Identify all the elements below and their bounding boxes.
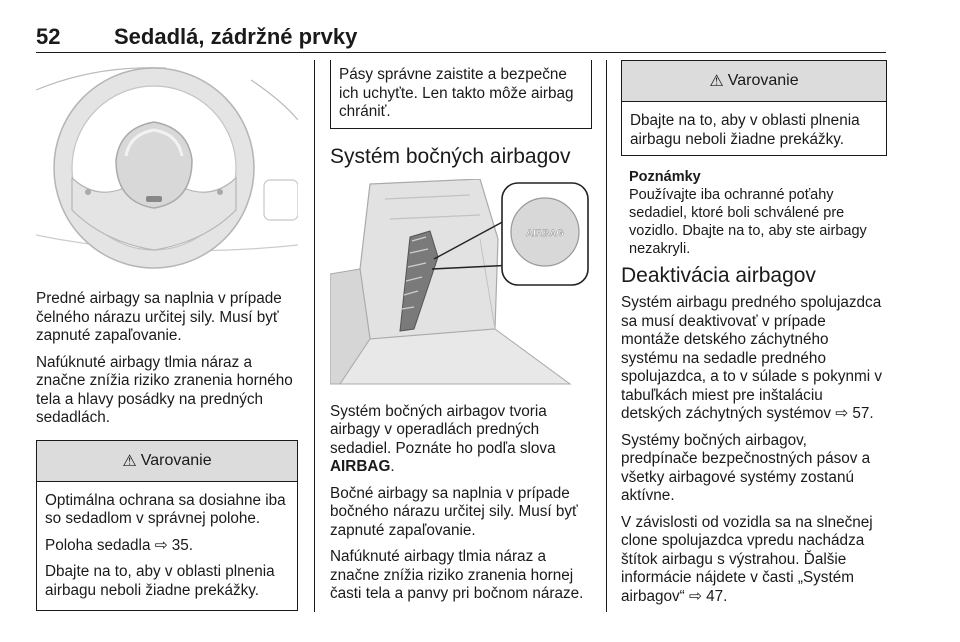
page-header (36, 22, 886, 53)
paragraph (621, 514, 887, 607)
warning-text: Dbajte na to, aby v oblasti plnenia airbagu neboli žiadne prekážky. (45, 563, 275, 599)
steering-wheel-illustration (36, 60, 298, 278)
page-number: 52 (36, 24, 61, 49)
warning-box (36, 440, 298, 612)
warning-text (45, 537, 289, 556)
seat-airbag-icon (330, 179, 592, 389)
paragraph (330, 403, 592, 477)
column-3 (621, 60, 887, 614)
paragraph: Predné airbagy sa naplnia v prípade čelného nárazu určitej sily. Musí byť zapnuté zapaľovanie. (36, 290, 282, 344)
warning-text-part: Poloha sedadla (45, 536, 155, 554)
page-reference-arrow-icon: ⇨ (835, 405, 853, 422)
paragraph: Nafúknuté airbagy tlmia náraz a značne znížia riziko zranenia horného tela a hlavy posádky na predných sedadlách. (36, 353, 293, 426)
note (621, 168, 887, 258)
page-reference-arrow-icon: ⇨ (154, 536, 172, 554)
paragraph: Nafúknuté airbagy tlmia náraz a značne znížia riziko zranenia hornej časti tela a panvy pri bočnom náraze. (330, 548, 584, 602)
chapter-title: Sedadlá, zádržné prvky (114, 24, 358, 49)
warning-body (622, 102, 886, 155)
section-heading: Systém bočných airbagov (330, 144, 571, 168)
section-heading: Deaktivácia airbagov (621, 264, 816, 287)
warning-triangle-icon: ⚠ (709, 73, 724, 90)
column-divider-1 (314, 60, 315, 612)
warning-title: Varovanie (727, 72, 799, 89)
warning-header (37, 441, 297, 482)
paragraph-text: Systém bočných airbagov tvoria airbagy v operadlách predných sedadiel. Poznáte ho podľa slova (330, 402, 556, 457)
warning-body (37, 482, 297, 611)
page-reference[interactable]: 47. (706, 587, 728, 605)
note-title: Poznámky (629, 169, 701, 185)
warning-triangle-icon: ⚠ (122, 452, 137, 470)
warning-box (621, 60, 887, 156)
paragraph-text: . (390, 458, 395, 475)
column-1 (36, 60, 298, 611)
page-reference-arrow-icon: ⇨ (689, 587, 707, 605)
warning-header (622, 61, 886, 102)
paragraph: Bočné airbagy sa naplnia v prípade bočného nárazu určitej sily. Musí byť zapnuté zapaľovanie. (330, 484, 578, 539)
paragraph-text: V závislosti od vozidla sa na slnečnej clone spolujazdca vpredu nachádza štítok airbagu s výstrahou. Ďalšie informácie nájdete v časti „Systém airbagov“ (621, 513, 873, 605)
column-divider-2 (606, 60, 607, 612)
paragraph-text: Systém airbagu predného spolujazdca sa musí deaktivovať v prípade montáže detského záchytného systému na sedadle predného spolujazdca, a to v súlade s pokynmi v tabuľkách miest pre inštaláciu detských záchytných systémov (621, 294, 883, 422)
page-reference[interactable]: 35. (171, 536, 194, 554)
warning-title: Varovanie (140, 451, 212, 469)
warning-continuation-box (330, 60, 592, 129)
airbag-label: AIRBAG (526, 227, 564, 239)
paragraph (621, 294, 887, 424)
page-reference[interactable]: 57. (852, 405, 874, 422)
note-text: Používajte iba ochranné poťahy sedadiel, ktoré boli schválené pre vozidlo. Dbajte na to, aby ste airbagy nezakryli. (629, 187, 867, 257)
paragraph: Systémy bočných airbagov, predpínače bezpečnostných pásov a všetky airbagové systémy zostanú aktívne. (621, 431, 871, 504)
steering-wheel-icon (36, 60, 298, 278)
column-2 (330, 60, 592, 612)
warning-text: Dbajte na to, aby v oblasti plnenia airbagu neboli žiadne prekážky. (630, 112, 860, 148)
airbag-word: AIRBAG (330, 458, 391, 475)
seat-airbag-illustration (330, 179, 592, 389)
warning-text: Optimálna ochrana sa dosiahne iba so sedadlom v správnej polohe. (45, 491, 286, 527)
warning-text: Pásy správne zaistite a bezpečne ich uchyťte. Len takto môže airbag chrániť. (339, 66, 574, 120)
